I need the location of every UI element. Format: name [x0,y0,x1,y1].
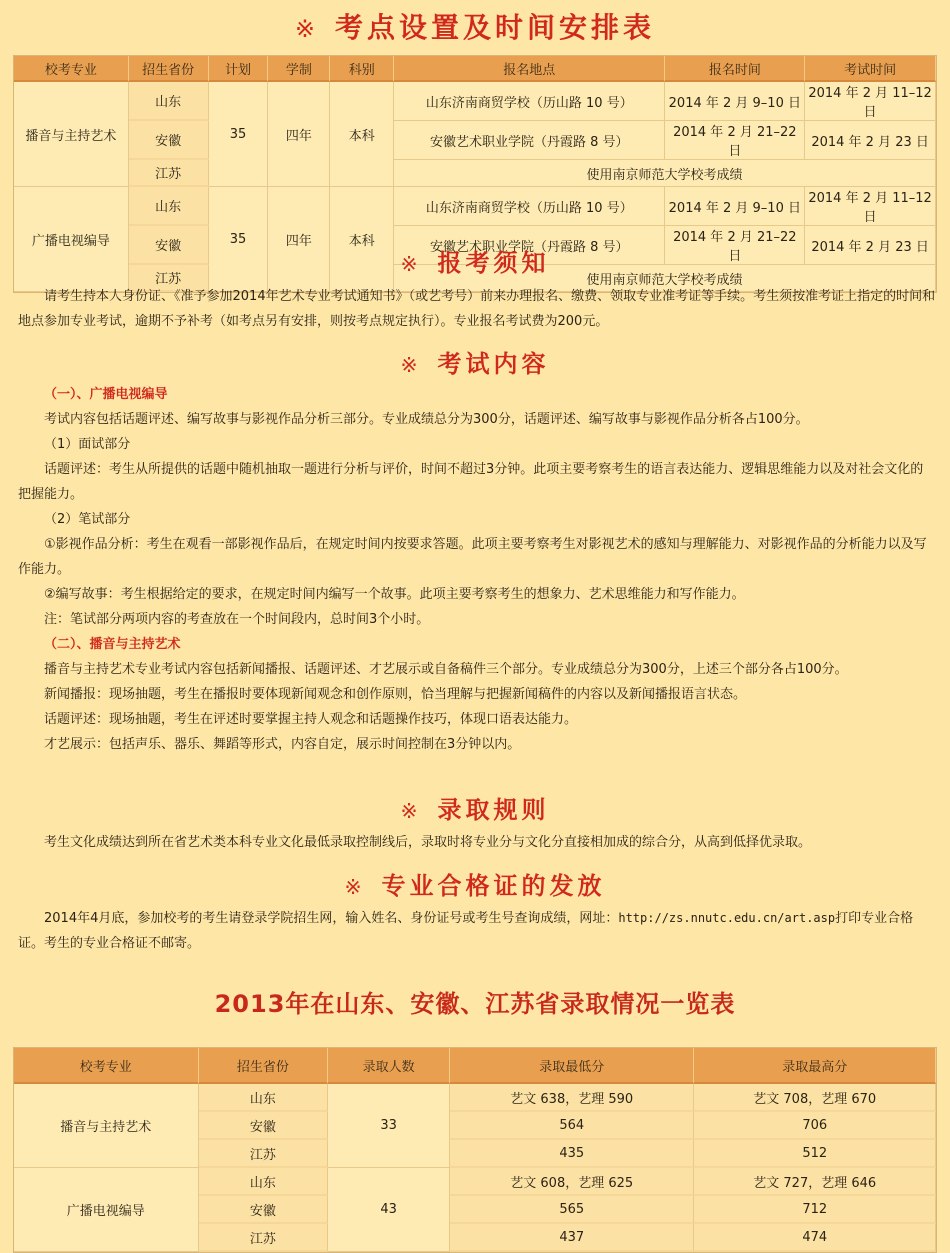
max-score-cell: 艺文 727，艺理 646 [694,1168,936,1196]
cert-text-after: 打印专业合格证。考生的专业合格证不邮寄。 [18,911,914,951]
plan-cell: 35 [209,187,269,292]
header-count: 录取人数 [328,1048,450,1084]
reference-mark-icon: ※ [400,353,422,377]
cert-paragraph [18,906,936,956]
level-cell: 本科 [330,82,394,187]
rules-section-title [0,790,950,825]
rules-title-text: 录取规则 [437,796,550,824]
reg-time-cell: 2014 年 2 月 21–22 日 [665,226,805,265]
part1-interview-heading: （1）面试部分 [44,437,131,452]
admission-header-row [14,1048,936,1084]
province-cell: 江苏 [199,1140,329,1168]
table-row [14,1168,936,1196]
merged-note-cell: 使用南京师范大学校考成绩 [394,160,936,187]
schedule-title-text: 考点设置及时间安排表 [334,11,655,44]
cert-section-title [0,866,950,901]
count-cell: 33 [328,1084,450,1168]
part1-intro: 考试内容包括话题评述、编写故事与影视作品分析三部分。专业成绩总分为300分，话题评述、编写故事与影视作品分析各占100分。 [44,412,809,427]
min-score-cell: 565 [450,1196,694,1224]
admission-table [13,1047,937,1253]
province-cell: 安徽 [199,1112,329,1140]
header-major: 校考专业 [14,56,129,82]
header-major: 校考专业 [14,1048,199,1084]
notice-section-title [0,243,950,278]
province-cell: 江苏 [129,160,209,187]
max-score-cell: 512 [694,1140,936,1168]
years-cell: 四年 [268,82,330,187]
max-score-cell: 712 [694,1196,936,1224]
min-score-cell: 艺文 638，艺理 590 [450,1084,694,1112]
location-cell: 山东济南商贸学校（历山路 10 号） [394,82,665,121]
table-row [14,121,936,160]
min-score-cell: 564 [450,1112,694,1140]
header-exam-time: 考试时间 [805,56,936,82]
major-cell: 广播电视编导 [14,187,129,292]
admissions-url-link[interactable]: http://zs.nnutc.edu.cn/art.asp [618,911,836,925]
cert-title-text: 专业合格证的发放 [381,872,606,900]
reference-mark-icon: ※ [400,252,422,276]
min-score-cell: 艺文 608，艺理 625 [450,1168,694,1196]
province-cell: 山东 [129,82,209,121]
level-cell: 本科 [330,187,394,292]
part2-intro: 播音与主持艺术专业考试内容包括新闻播报、话题评述、才艺展示或自备稿件三个部分。专业成绩总分为300分，上述三个部分各占100分。 [44,662,848,677]
max-score-cell: 艺文 708，艺理 670 [694,1084,936,1112]
exam-time-cell: 2014 年 2 月 23 日 [805,226,936,265]
major-cell: 广播电视编导 [14,1168,199,1252]
reference-mark-icon: ※ [400,799,422,823]
part1-written-heading: （2）笔试部分 [44,512,131,527]
reg-time-cell: 2014 年 2 月 9–10 日 [665,187,805,226]
cert-text-before: 2014年4月底，参加校考的考生请登录学院招生网，输入姓名、身份证号或考生号查询成绩，网址： [44,911,619,926]
part2-heading: （二）、播音与主持艺术 [44,637,181,652]
plan-cell: 35 [209,82,269,187]
header-max-score: 录取最高分 [694,1048,936,1084]
province-cell: 安徽 [129,121,209,160]
part1-heading: （一）、广播电视编导 [44,387,168,402]
reference-mark-icon: ※ [295,15,319,43]
min-score-cell: 435 [450,1140,694,1168]
header-plan: 计划 [209,56,269,82]
max-score-cell: 474 [694,1224,936,1252]
exam-time-cell: 2014 年 2 月 11–12 日 [805,187,936,226]
header-level: 科别 [330,56,394,82]
location-cell: 安徽艺术职业学院（丹霞路 8 号） [394,226,665,265]
schedule-section-title [0,6,950,46]
part2-topic: 话题评述：现场抽题，考生在评述时要掌握主持人观念和话题操作技巧，体现口语表达能力。 [44,712,578,727]
header-years: 学制 [268,56,330,82]
header-province: 招生省份 [199,1048,329,1084]
max-score-cell: 706 [694,1112,936,1140]
header-location: 报名地点 [394,56,665,82]
exam-time-cell: 2014 年 2 月 23 日 [805,121,936,160]
notice-title-text: 报考须知 [437,249,550,277]
table-row [14,82,936,121]
part1-written-1: ①影视作品分析：考生在观看一部影视作品后，在规定时间内按要求答题。此项主要考察考生对影视艺术的感知与理解能力、对影视作品的分析能力以及写作能力。 [18,537,927,577]
province-cell: 山东 [199,1168,329,1196]
reference-mark-icon: ※ [344,875,366,899]
province-cell: 安徽 [199,1196,329,1224]
province-cell: 江苏 [199,1224,329,1252]
location-cell: 山东济南商贸学校（历山路 10 号） [394,187,665,226]
table-row [14,160,936,187]
header-min-score: 录取最低分 [450,1048,694,1084]
location-cell: 安徽艺术职业学院（丹霞路 8 号） [394,121,665,160]
content-section-title [0,344,950,379]
exam-time-cell: 2014 年 2 月 11–12 日 [805,82,936,121]
table-row [14,187,936,226]
exam-content-body [18,382,936,757]
header-province: 招生省份 [129,56,209,82]
rules-paragraph: 考生文化成绩达到所在省艺术类本科专业文化最低录取控制线后，录取时将专业分与文化分直接相加成的综合分，从高到低择优录取。 [44,835,812,850]
admission-table-title: 2013年在山东、安徽、江苏省录取情况一览表 [214,990,736,1018]
major-cell: 播音与主持艺术 [14,82,129,187]
reg-time-cell: 2014 年 2 月 21–22 日 [665,121,805,160]
province-cell: 山东 [199,1084,329,1112]
province-cell: 山东 [129,187,209,226]
content-title-text: 考试内容 [437,350,550,378]
merged-note-cell: 使用南京师范大学校考成绩 [394,265,936,292]
count-cell: 43 [328,1168,450,1252]
header-reg-time: 报名时间 [665,56,805,82]
reg-time-cell: 2014 年 2 月 9–10 日 [665,82,805,121]
part2-news: 新闻播报：现场抽题，考生在播报时要体现新闻观念和创作原则，恰当理解与把握新闻稿件的内容以及新闻播报语言状态。 [44,687,747,702]
part1-written-2: ②编写故事：考生根据给定的要求，在规定时间内编写一个故事。此项主要考察考生的想象力、艺术思维能力和写作能力。 [44,587,745,602]
major-cell: 播音与主持艺术 [14,1084,199,1168]
notice-paragraph: 请考生持本人身份证、《准予参加2014年艺术专业考试通知书》（或艺考号）前来办理报名、缴费、领取专业准考证等手续。考生须按准考证上指定的时间和地点参加专业考试，逾期不予补考（如考点另有安排，则按考点规定执行）。专业报名考试费为200元。 [18,289,936,329]
min-score-cell: 437 [450,1224,694,1252]
part1-interview: 话题评述：考生从所提供的话题中随机抽取一题进行分析与评价，时间不超过3分钟。此项主要考察考生的语言表达能力、逻辑思维能力以及对社会文化的把握能力。 [18,462,924,502]
province-cell: 江苏 [129,265,209,292]
part2-talent: 才艺展示：包括声乐、器乐、舞蹈等形式，内容自定，展示时间控制在3分钟以内。 [44,737,521,752]
table-row [14,1084,936,1112]
part1-note: 注：笔试部分两项内容的考查放在一个时间段内，总时间3个小时。 [44,612,430,627]
years-cell: 四年 [268,187,330,292]
province-cell: 安徽 [129,226,209,265]
schedule-header-row [14,56,936,82]
